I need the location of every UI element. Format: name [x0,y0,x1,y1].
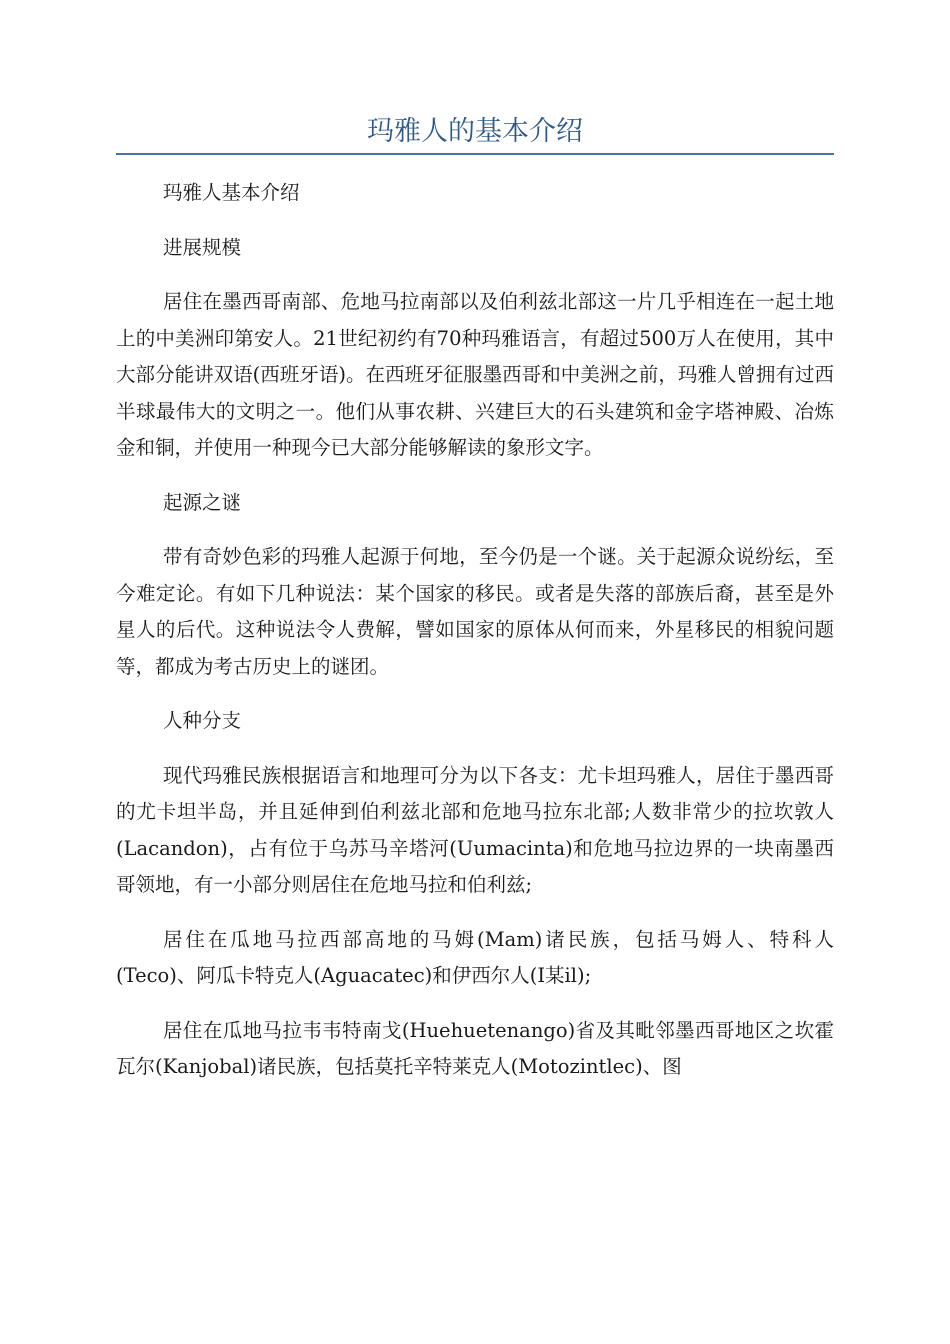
paragraph: 居住在瓜地马拉西部高地的马姆(Mam)诸民族，包括马姆人、特科人(Teco)、阿瓜卡特克人(Aguacatec)和伊西尔人(I某il); [116,927,834,987]
paragraph-intro-heading: 玛雅人基本介绍 [163,181,300,204]
paragraph-section-heading: 进展规模 [163,235,242,259]
paragraph-section-heading: 人种分支 [163,709,242,732]
paragraph: 现代玛雅民族根据语言和地理可分为以下各支：尤卡坦玛雅人，居住于墨西哥的尤卡坦半岛，并且延伸到伯利兹北部和危地马拉东北部;人数非常少的拉坎敦人(Lacandon)，占有位于乌苏马辛塔河(Uumacinta)和危地马拉边界的一块南墨西哥领地，有一小部分则居住在危地马拉和伯利兹; [116,763,834,896]
title-underline [116,153,834,155]
paragraph: 居住在墨西哥南部、危地马拉南部以及伯利兹北部这一片几乎相连在一起土地上的中美洲印第安人。21世纪初约有70种玛雅语言，有超过500万人在使用，其中大部分能讲双语(西班牙语)。在西班牙征服墨西哥和中美洲之前，玛雅人曾拥有过西半球最伟大的文明之一。他们从事农耕、兴建巨大的石头建筑和金字塔神殿、冶炼金和铜，并使用一种现今已大部分能够解读的象形文字。 [116,290,834,459]
paragraph: 居住在瓜地马拉韦韦特南戈(Huehuetenango)省及其毗邻墨西哥地区之坎霍瓦尔(Kanjobal)诸民族，包括莫托辛特莱克人(Motozintlec)、图 [116,1018,834,1078]
paragraph: 带有奇妙色彩的玛雅人起源于何地，至今仍是一个谜。关于起源众说纷纭，至今难定论。有如下几种说法：某个国家的移民。或者是失落的部族后裔，甚至是外星人的后代。这种说法令人费解，譬如国家的原体从何而来，外星移民的相貌问题等，都成为考古历史上的谜团。 [116,545,834,678]
paragraph-section-heading: 起源之谜 [163,490,242,514]
document-title: 玛雅人的基本介绍 [367,116,583,147]
document-body [116,175,834,1104]
